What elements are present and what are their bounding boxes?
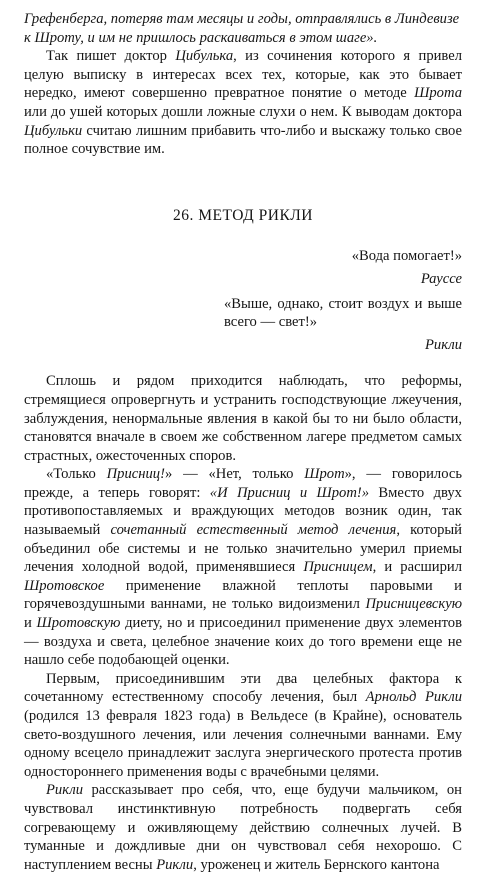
p2-f: «И Присниц и Шрот!»: [209, 484, 370, 501]
p2-j: Присницем: [303, 559, 373, 576]
top-fragment-line2: к Шроту, и им не пришлось раскаиваться в этом шаге».: [24, 29, 378, 46]
paragraph-3: [24, 670, 462, 782]
top-fragment: [24, 10, 462, 47]
p3-b: Арнольд Рикли: [365, 689, 462, 706]
p2-g: Вместо двух противопоставляемых и враждующих методов возник один, так называемый: [24, 484, 462, 539]
top-fragment-line1: Грефенберга, потеряв там месяцы и годы, отправлялись в Линдевизе: [24, 11, 460, 27]
intro-name-2: Шрота: [414, 85, 462, 102]
p2-i: , который объединил обе системы и не только значительно умерил приемы лечения холодной водой, применявшиеся: [24, 522, 462, 576]
p2-a: «Только: [46, 466, 107, 483]
p4-c: Рикли: [156, 856, 194, 873]
intro-text-1: Так пишет доктор: [46, 48, 176, 65]
epigraph-2: [24, 295, 462, 355]
epigraph-2-author: Рикли: [425, 336, 462, 353]
p2-b: Присниц!: [106, 466, 165, 483]
p2-d: Шрот: [304, 466, 345, 483]
paragraph-4: [24, 781, 462, 874]
intro-paragraph: [24, 47, 462, 159]
p2-m: применение влажной теплоты паровыми и горячевоздушными ваннами, не только видоизменил: [24, 577, 462, 613]
p2-n: Присницевскую: [365, 596, 462, 613]
epigraph-2-quote: «Выше, однако, стоит воздух и выше всего — свет!»: [224, 295, 462, 331]
p4-d: , уроженец и житель Бернского кантона: [193, 856, 440, 873]
p2-k: , и расширил: [372, 559, 462, 576]
paragraph-1: Сплошь и рядом приходится наблюдать, что реформы, стремящиеся опровергнуть и устранить господствующие лжеучения, заблуждения, ненормальные явления в какой бы то ни было области, становятся вначале в своем же собственном лагере предметом самых страстных, ожесточенных споров.: [24, 373, 462, 464]
intro-name-3: Цибульки: [24, 122, 83, 139]
intro-text-4: считаю лишним прибавить что-либо и выскажу только свое полное сочувствие им.: [24, 122, 462, 158]
p2-o: и: [24, 615, 37, 632]
intro-text-3: или до ушей которых дошли ложные слухи о нем. К выводам доктора: [24, 103, 462, 120]
intro-text-2: , из сочинения которого я привел целую выписку в интересах всех тех, которые, как это бывает нередко, имеют совершенно превратное понятие о методе: [24, 48, 462, 102]
p4-a: Рикли: [46, 782, 83, 799]
p4-b: рассказывает про себя, что, еще будучи мальчиком, он чувствовал инстинктивную потребность подвергать себя согревающему и оживляющему действию солнечных лучей. В туманные и дождливые дни он чувствовал себя нехорошо. С наступлением весны: [24, 782, 462, 873]
p3-a: Первым, присоединившим эти два целебных фактора к сочетанному естественному способу лечения, был: [24, 670, 462, 706]
epigraph-1: [24, 247, 462, 288]
p2-h: сочетанный естественный метод лечения: [110, 522, 397, 539]
p2-q: диету, но и присоединил применение двух элементов — воздуха и света, целебное значение коих до того времени еще не нашло себе подобающей оценки.: [24, 615, 462, 669]
epigraph-1-author: Рауссе: [420, 270, 462, 287]
p2-e: », — говорилось прежде, а теперь говорят:: [24, 466, 463, 501]
chapter-heading: 26. МЕТОД РИКЛИ: [173, 206, 313, 224]
p2-c: » — «Нет, только: [164, 466, 305, 483]
p2-l: Шротовское: [24, 577, 105, 594]
epigraph-1-quote: «Вода помогает!»: [351, 248, 462, 265]
p3-c: (родился 13 февраля 1823 года) в Вельдесе (в Крайне), основатель свето-воздушного лечения, или лечения солнечными ваннами. Ему одному всецело принадлежит заслуга энергического протеста против одностороннего применения воды с врачебными целями.: [24, 708, 462, 780]
paragraph-2: [24, 465, 462, 670]
p2-p: Шротовскую: [36, 615, 121, 632]
intro-name-1: Цибулька: [175, 48, 234, 65]
